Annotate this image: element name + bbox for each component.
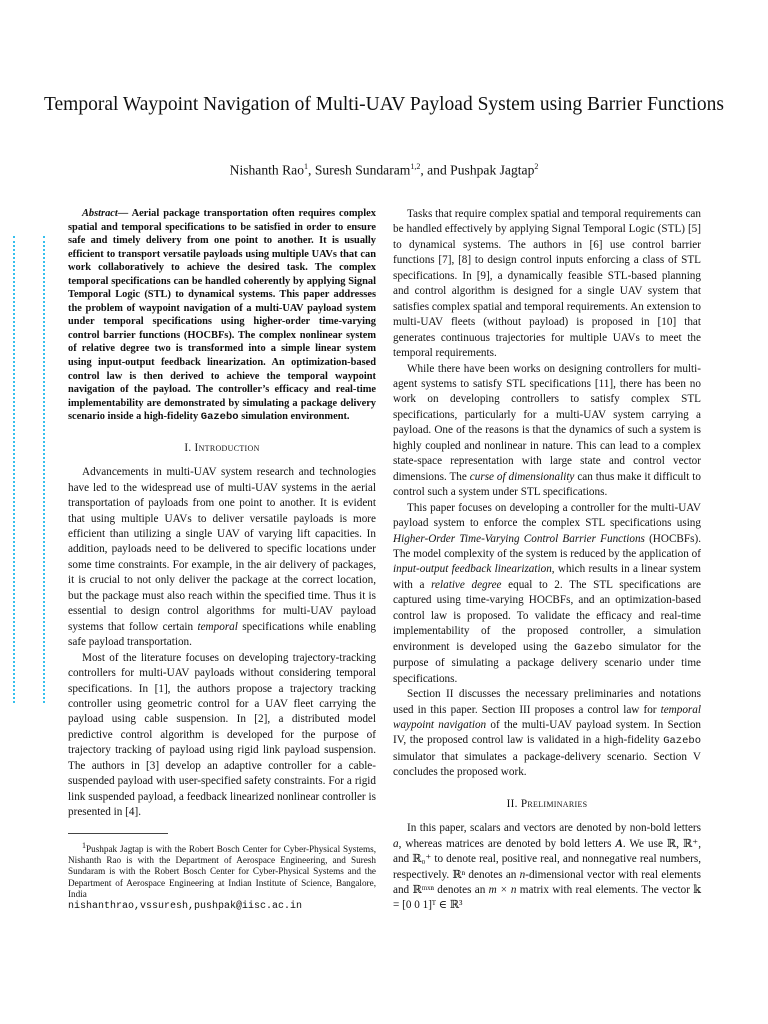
left-column bbox=[68, 207, 376, 912]
intro-paragraph bbox=[68, 465, 376, 650]
body-paragraph bbox=[393, 687, 701, 781]
body-emphasis: Higher-Order Time-Varying Control Barrier Functions bbox=[393, 532, 645, 545]
arxiv-margin-stamp bbox=[13, 236, 45, 703]
body-text: , whereas matrices are denoted by bold letters bbox=[398, 837, 616, 850]
body-text: matrix with real elements. The vector 𝕜 = [0 0 1]ᵀ ∈ ℝ³ bbox=[393, 884, 701, 912]
math-symbol: A bbox=[615, 837, 623, 850]
footnote bbox=[68, 840, 376, 913]
footnote-rule bbox=[68, 833, 168, 834]
math-symbol: m × n bbox=[488, 884, 517, 897]
body-text: (HOCBFs). The model complexity of the system is reduced by the application of bbox=[393, 532, 701, 560]
body-text: While there have been works on designing controllers for multi-agent systems to satisfy STL specifications [11], there has been no work on developing controllers to satisfy complex STL specifications, particularly for a multi-UAV system carrying a payload. One of the reasons is that the dynamics of such a system is highly coupled and nonlinear in nature. This can lead to a complex state-space representation with large state and control vector dimensions. The bbox=[393, 362, 701, 483]
paper-title: Temporal Waypoint Navigation of Multi-UAV Payload System using Barrier Functions bbox=[43, 94, 725, 115]
abstract bbox=[68, 207, 376, 425]
body-text: of the multi-UAV payload system. In Section IV, the proposed control law is validated in a high-fidelity bbox=[393, 718, 702, 747]
intro-text: specifications while enabling safe payload transportation. bbox=[68, 620, 376, 649]
affiliation-mark: 2 bbox=[534, 162, 539, 171]
author-separator: , bbox=[308, 162, 315, 178]
abstract-dash: — bbox=[117, 208, 132, 219]
section-heading: II. Preliminaries bbox=[506, 797, 588, 810]
section-heading: I. Introduction bbox=[184, 441, 260, 454]
body-text: simulator that simulates a package-delivery scenario. Section V concludes the proposed work. bbox=[393, 750, 701, 779]
author-name: Pushpak Jagtap bbox=[450, 162, 535, 178]
intro-emphasis: temporal bbox=[197, 620, 238, 633]
affiliation-mark: 1,2 bbox=[410, 162, 421, 171]
footnote-text: Pushpak Jagtap is with the Robert Bosch Center for Cyber-Physical Systems, Nishanth Rao is with the Department of Aerospace Engineering, and Suresh Sundaram is with the Robert Bosch Center for Cyber-Physical Systems and the Department of Aerospace Engineering at Indian Institute of Science, Bangalore, India bbox=[68, 843, 376, 899]
body-text: , which results in a linear system with a bbox=[393, 563, 701, 591]
math-symbol: a bbox=[393, 837, 399, 850]
footnote-emails: nishanthrao,vssuresh,pushpak@iisc.ac.in bbox=[68, 901, 303, 913]
author-list bbox=[40, 162, 728, 179]
author-separator: , and bbox=[420, 162, 451, 178]
abstract-code-term: Gazebo bbox=[200, 411, 239, 424]
abstract-lead: Abstract bbox=[82, 208, 118, 219]
body-paragraph bbox=[393, 362, 701, 501]
body-paragraph bbox=[393, 501, 701, 687]
body-paragraph: Tasks that require complex spatial and temporal requirements can be handled effectively by applying Signal Temporal Logic (STL) [5] to dynamical systems. The authors in [6] use control barrier functions [7], [8] to design control inputs enforcing a class of STL specifications. In [9], a dynamically feasible STL-based planning and control algorithm is designed for a single UAV system that satisfies complex spatial and temporal requirements. An extension to multi-UAV fleets (without payload) is proposed in [10] that generates continuous trajectories for multiple UAVs to meet the temporal requirements. bbox=[393, 208, 701, 360]
body-emphasis: curse of dimensionality bbox=[469, 470, 575, 483]
author-name: Suresh Sundaram bbox=[314, 162, 411, 178]
body-emphasis: relative degree bbox=[431, 578, 502, 591]
body-text: . We use ℝ, ℝ⁺, and ℝ₀⁺ to denote real, positive real, and nonnegative real numbers, respectively. ℝⁿ denotes an bbox=[393, 837, 702, 881]
body-text: can thus make it difficult to control such a system under STL specifications. bbox=[393, 470, 701, 499]
body-text: Section II discusses the necessary preliminaries and notations used in this paper. Section III proposes a control law for bbox=[393, 688, 701, 716]
body-emphasis: input-output feedback linearization bbox=[393, 563, 552, 576]
abstract-text-end: simulation environment. bbox=[238, 411, 350, 423]
affiliation-mark: 1 bbox=[304, 162, 309, 171]
right-column bbox=[393, 207, 701, 914]
math-symbol: n bbox=[519, 868, 526, 881]
body-text: In this paper, scalars and vectors are denoted by non-bold letters bbox=[407, 822, 701, 835]
abstract-text: Aerial package transportation often requires complex spatial and temporal specifications to be satisfied in order to ensure safe and timely delivery from one point to another. It is usually efficient to transport versatile payloads using multiple UAVs that can work collaboratively to achieve the desired task. The complex temporal specifications can be handled coherently by applying Signal Temporal Logic (STL) to dynamical systems. This paper addresses the problem of waypoint navigation of a multi-UAV payload system under temporal specifications using higher-order time-varying control barrier functions (HOCBFs). The complex nonlinear system of relative degree two is transformed into a simple linear system using input-output feedback linearization. An optimization-based control law is then derived to achieve the temporal waypoint navigation of the payload. The controller’s efficacy and real-time implementability are demonstrated by simulating a package delivery scenario inside a high-fidelity bbox=[68, 208, 376, 423]
body-paragraph bbox=[393, 821, 701, 914]
body-emphasis: temporal waypoint navigation bbox=[393, 703, 701, 731]
intro-text: Advancements in multi-UAV system research and technologies have led to the widespread use of multi-UAV systems in the aerial transportation of payloads from one point to another. It is evident that using multiple UAVs to deliver versatile payloads is more efficient than utilizing a single UAV of varying lift capacities. In addition, payloads need to be delivered to specific locations under some time constraints. For example, in the air delivery of packages, it is crucial to not only deliver the package at the correct location, but the package must also reach within the specified time. Thus it is essential to design control algorithms for multi-UAV payload systems that follow certain bbox=[68, 466, 376, 633]
body-text: simulator for the purpose of simulating a package delivery scenario under time specifications. bbox=[393, 640, 701, 685]
footnote-mark: 1 bbox=[82, 840, 86, 850]
code-term: Gazebo bbox=[663, 735, 701, 748]
body-text: -dimensional vector with real elements and ℝᵐˣⁿ denotes an bbox=[393, 868, 701, 897]
intro-paragraph: Most of the literature focuses on developing trajectory-tracking controllers for multi-UAV payloads without considering temporal specifications. In [1], the authors propose a trajectory tracking controller using geometric control for a UAV fleet carrying the payload using cable suspension. In [2], a distributed model predictive control algorithm is developed for the purpose of trajectory tracking of payload using rigid link payload suspension. The authors in [3] develop an adaptive controller for a cable-suspended payload with user-specified safety constraints. For a rigid link suspended payload, a feedback linearized nonlinear controller is presented in [4]. bbox=[68, 651, 376, 819]
body-text: This paper focuses on developing a controller for the multi-UAV payload system to enforce the complex STL specifications using bbox=[393, 501, 701, 530]
body-text: equal to 2. The STL specifications are captured using time-varying HOCBFs, and an optimization-based control law is proposed. To validate the efficacy and real-time implementability of the proposed controller, a simulation environment is developed using the bbox=[393, 578, 702, 653]
code-term: Gazebo bbox=[574, 641, 613, 654]
author-name: Nishanth Rao bbox=[229, 162, 305, 178]
